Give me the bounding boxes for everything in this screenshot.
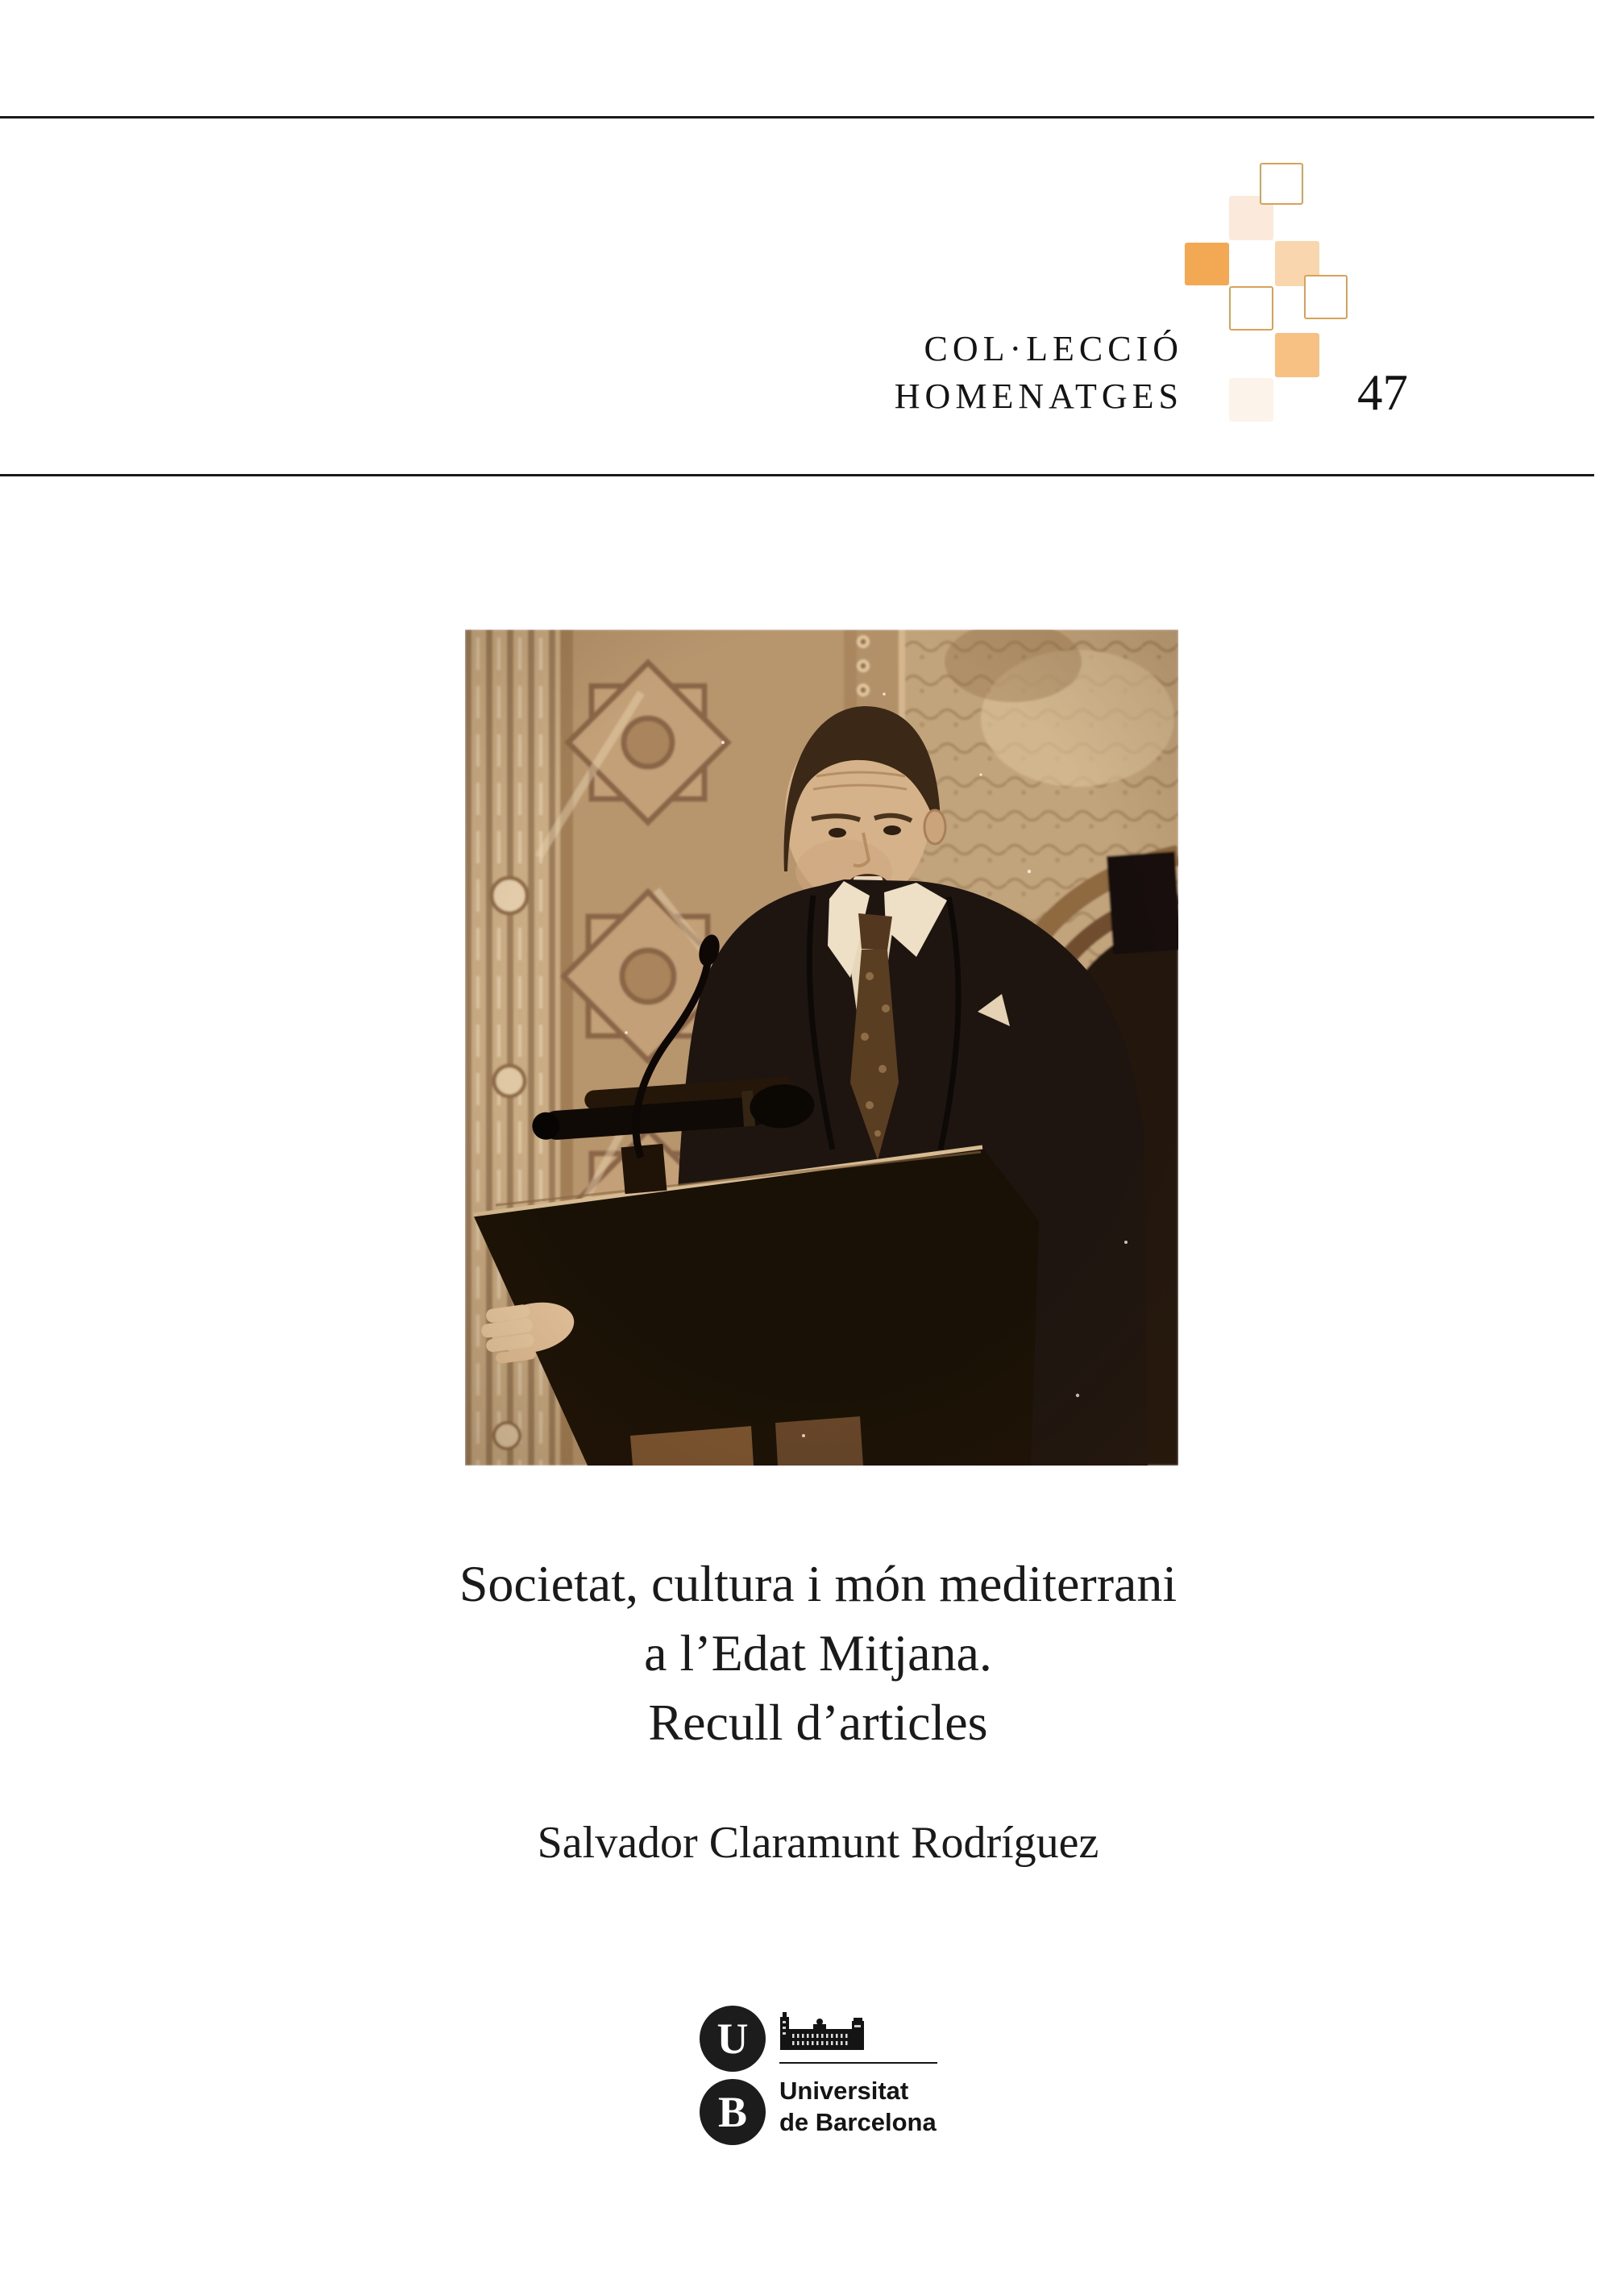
author-name: Salvador Claramunt Rodríguez <box>537 1818 1099 1868</box>
publisher-logo <box>700 2006 974 2151</box>
logo-squares <box>0 0 1624 484</box>
cover-photo-illustration <box>465 630 1178 1466</box>
ub-monogram-u-icon <box>700 2006 766 2072</box>
cover-photo <box>465 630 1178 1466</box>
publisher-name-line1: Universitat <box>779 2077 909 2105</box>
publisher-divider <box>779 2062 937 2064</box>
publisher-name-line2: de Barcelona <box>779 2108 937 2136</box>
collection-name-line1: COL·LECCIÓ <box>924 329 1183 368</box>
logo-square-4 <box>1275 333 1319 377</box>
ub-letter-u: U <box>716 2014 749 2063</box>
collection-name-line2: HOMENATGES <box>894 376 1183 416</box>
book-title-line3: Recull d’articles <box>648 1694 988 1751</box>
logo-square-6 <box>1260 163 1303 205</box>
book-title <box>12 1549 1624 1757</box>
logo-square-7 <box>1229 286 1273 331</box>
ub-letter-b: B <box>717 2088 748 2136</box>
volume-number: 47 <box>1357 364 1408 421</box>
ub-monogram-b-icon <box>700 2079 766 2145</box>
logo-square-8 <box>1304 275 1348 319</box>
book-title-line1: Societat, cultura i món mediterrani <box>459 1555 1178 1612</box>
logo-square-2 <box>1185 243 1229 285</box>
logo-square-5 <box>1229 378 1273 422</box>
book-title-line2: a l’Edat Mitjana. <box>644 1624 992 1682</box>
university-building-icon <box>778 2012 866 2050</box>
